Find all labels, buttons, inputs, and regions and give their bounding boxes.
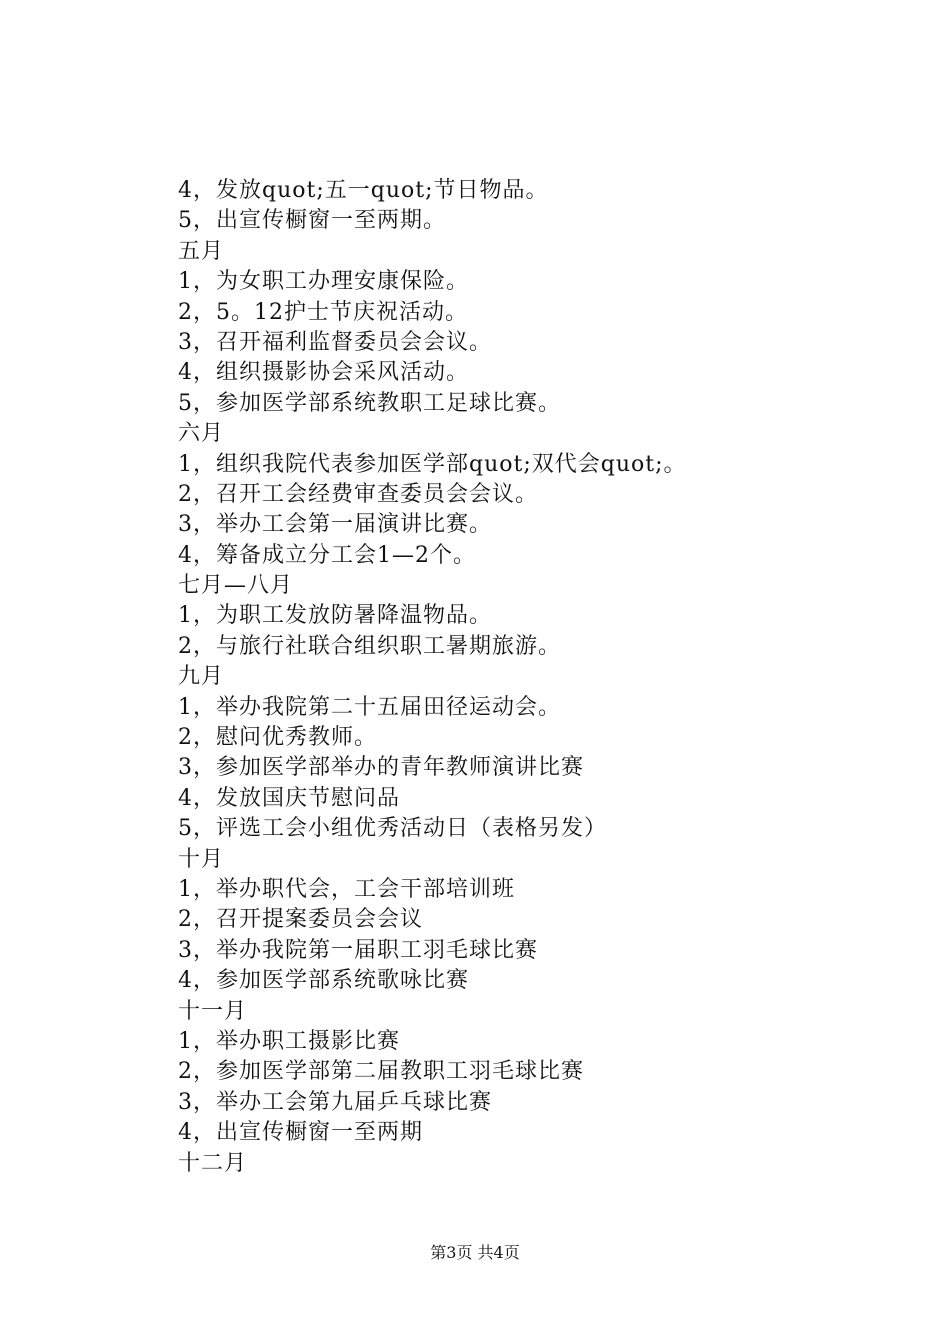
list-item: 4，发放quot;五一quot;节日物品。 bbox=[178, 178, 549, 203]
month-heading: 七月—八月 bbox=[178, 573, 294, 599]
list-item: 3，参加医学部举办的青年教师演讲比赛 bbox=[178, 755, 584, 781]
list-item: 1，为职工发放防暑降温物品。 bbox=[178, 603, 492, 629]
month-heading: 六月 bbox=[178, 421, 225, 447]
document-body bbox=[178, 176, 878, 1179]
month-heading: 九月 bbox=[178, 664, 225, 690]
list-item: 2，慰问优秀教师。 bbox=[178, 725, 377, 751]
list-item: 3，召开福利监督委员会会议。 bbox=[178, 329, 492, 355]
list-item: 3，举办我院第一届职工羽毛球比赛 bbox=[178, 937, 538, 963]
list-item: 3，举办工会第一届演讲比赛。 bbox=[178, 512, 492, 538]
list-item: 5，出宣传橱窗一至两期。 bbox=[178, 208, 446, 234]
month-heading: 十一月 bbox=[178, 998, 248, 1024]
list-item: 4，发放国庆节慰问品 bbox=[178, 785, 400, 811]
month-heading: 五月 bbox=[178, 238, 225, 264]
list-item: 4，参加医学部系统歌咏比赛 bbox=[178, 968, 469, 994]
list-item: 2，5。12护士节庆祝活动。 bbox=[178, 299, 468, 325]
list-item: 4，筹备成立分工会1—2个。 bbox=[178, 542, 476, 568]
page-number-footer: 第3页 共4页 bbox=[430, 1243, 520, 1262]
list-item: 4，组织摄影协会采风活动。 bbox=[178, 360, 469, 386]
list-item: 5，评选工会小组优秀活动日（表格另发） bbox=[178, 816, 607, 842]
list-item: 3，举办工会第九届乒乓球比赛 bbox=[178, 1089, 492, 1115]
list-item: 2，参加医学部第二届教职工羽毛球比赛 bbox=[178, 1059, 584, 1085]
list-item: 1，举办职代会，工会干部培训班 bbox=[178, 876, 515, 902]
list-item: 5，参加医学部系统教职工足球比赛。 bbox=[178, 390, 561, 416]
list-item: 1，举办职工摄影比赛 bbox=[178, 1028, 400, 1054]
list-item: 2，与旅行社联合组织职工暑期旅游。 bbox=[178, 633, 561, 659]
list-item: 4，出宣传橱窗一至两期 bbox=[178, 1120, 423, 1146]
list-item: 1，组织我院代表参加医学部quot;双代会quot;。 bbox=[178, 451, 687, 477]
list-item: 2，召开工会经费审查委员会会议。 bbox=[178, 481, 538, 507]
month-heading: 十二月 bbox=[178, 1150, 248, 1176]
month-heading: 十月 bbox=[178, 846, 225, 872]
list-item: 2，召开提案委员会会议 bbox=[178, 907, 423, 933]
list-item: 1，为女职工办理安康保险。 bbox=[178, 269, 469, 295]
list-item: 1，举办我院第二十五届田径运动会。 bbox=[178, 694, 561, 720]
